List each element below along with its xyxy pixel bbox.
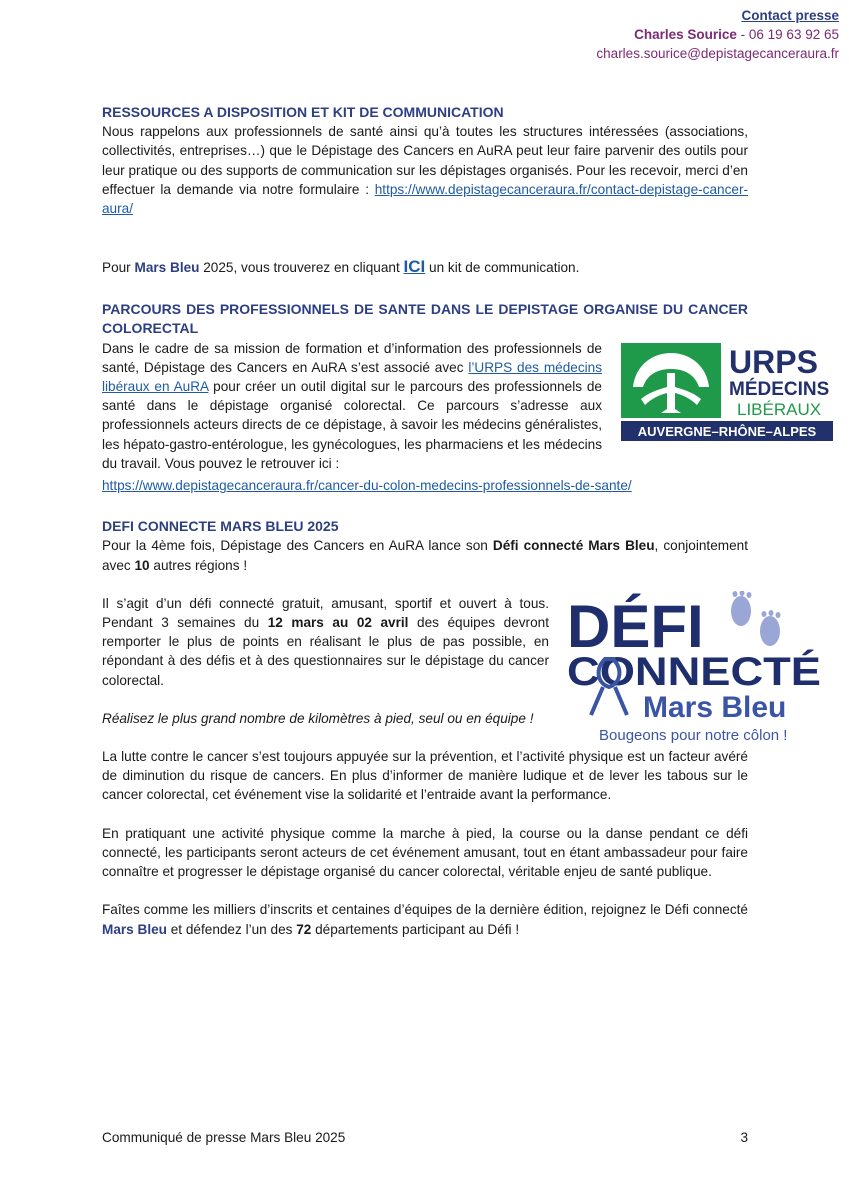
defi-p2-pre: Il s’agit d’un défi connecté gratuit, amusant, sportif et ouvert à tous. Pendant 3 semaines du [102,595,549,631]
defi-connecte-logo [565,591,823,743]
page-number: 3 [740,1130,748,1145]
kit-text-pre: Pour [102,260,135,276]
urps-link[interactable]: l’URPS des médecins libéraux en AuRA [102,359,602,395]
kit-paragraph [102,256,748,278]
defi-p6-mid: et défendez l’un des [166,921,297,937]
defi-paragraph-4: La lutte contre le cancer s’est toujours appuyée sur la prévention, et l’activité physique est un facteur avéré de diminution du risque de cancers. En plus d’informer de manière ludique et de lever les tabous sur le cancer colorectal, cet événement vise la solidarité et l’entraide avant la performance. [102,749,748,803]
footer-title: Communiqué de presse Mars Bleu 2025 [102,1130,346,1145]
defi-p1-pre: Pour la 4ème fois, Dépistage des Cancers en AuRA lance son [102,538,493,554]
defi-logo-line1: DÉFI [567,593,704,660]
contact-email[interactable]: charles.sourice@depistagecanceraura.fr [596,46,839,61]
kit-brand: Mars Bleu [134,260,200,276]
contact-phone: - 06 19 63 92 65 [736,27,839,42]
resources-paragraph [102,122,748,218]
kit-text-mid: 2025, vous trouverez en cliquant [199,260,404,276]
section-heading-resources: RESSOURCES A DISPOSITION ET KIT DE COMMUNICATION [102,104,504,120]
urps-logo-line3: LIBÉRAUX [737,400,822,419]
defi-paragraph-2 [102,594,549,690]
defi-paragraph-1 [102,536,748,574]
parcours-url-link[interactable]: https://www.depistagecanceraura.fr/cancer-du-colon-medecins-professionnels-de-sante/ [102,478,632,494]
parcours-paragraph [102,339,602,473]
defi-paragraph-6 [102,900,748,938]
contact-form-link[interactable]: https://www.depistagecanceraura.fr/contact-depistage-cancer-aura/ [102,181,748,217]
urps-logo-band-text: AUVERGNE–RHÔNE–ALPES [637,424,817,439]
press-contact [596,6,839,63]
contact-name: Charles Sourice [634,27,737,42]
resources-text: Nous rappelons aux professionnels de santé ainsi qu’à toutes les structures intéressées (associations, collectivités, entreprises…) que le Dépistage des Cancers en AuRA peut leur faire parvenir des outils pour leur pratique ou des supports de communication sur les dépistages organisés. Pour les recevoir, merci d’en effectuer la demande via notre formulaire : [102,124,748,197]
kit-text-post: un kit de communication. [425,260,580,276]
contact-name-line [596,25,839,44]
page-footer [102,1130,748,1145]
defi-paragraph-5: En pratiquant une activité physique comme la marche à pied, la course ou la danse pendant ce défi connecté, les participants seront acteurs de cet événement amusant, tout en étant ambassadeur pour faire connaître et progresser le dépistage organisé du cancer colorectal, véritable enjeu de santé publique. [102,825,748,880]
defi-logo-tagline: Bougeons pour notre côlon ! [599,727,788,743]
defi-p6-pre: Faîtes comme les milliers d’inscrits et centaines d’équipes de la dernière édition, rejoignez le Défi connecté [102,902,748,918]
kit-ici-link[interactable]: ICI [403,257,426,277]
defi-italic-line: Réalisez le plus grand nombre de kilomètres à pied, seul ou en équipe ! [102,710,534,726]
contact-title: Contact presse [741,8,839,23]
defi-p2-bold: 12 mars au 02 avril [267,615,409,631]
section-heading-parcours: PARCOURS DES PROFESSIONNELS DE SANTE DANS LE DEPISTAGE ORGANISE DU CANCER COLORECTAL [102,301,748,337]
defi-p6-brand: Mars Bleu [102,921,167,937]
section-heading-defi: DEFI CONNECTE MARS BLEU 2025 [102,518,339,535]
defi-logo-line3: Mars Bleu [643,691,787,724]
parcours-url-line [102,476,748,495]
defi-p1-num: 10 [134,557,150,573]
defi-p6-post: départements participant au Défi ! [311,921,520,937]
urps-logo-line2: MÉDECINS [729,379,830,400]
defi-paragraph-3 [102,709,549,728]
defi-p1-post: autres régions ! [149,557,248,573]
main-content [102,103,830,939]
parcours-text-pre: Dans le cadre de sa mission de formation et d’information des professionnels de santé, Dépistage des Cancers en AuRA s’est associé avec [102,340,602,375]
defi-p1-mid: , conjointement avec [102,538,748,573]
footprints-icon [731,591,781,646]
defi-p1-bold: Défi connecté Mars Bleu [492,538,655,554]
urps-logo-line1: URPS [729,344,818,380]
defi-p6-num: 72 [296,921,312,937]
defi-p2-post: des équipes devront remporter le plus de points en réalisant le plus de pas possible, en répondant à des défis et à des questionnaires sur le dépistage du cancer colorectal. [102,615,549,688]
defi-logo-line2: CONNECTÉ [567,650,792,694]
urps-logo [621,343,833,441]
parcours-text-post: pour créer un outil digital sur le parcours des professionnels de santé dans le dépistage organisé colorectal. Ce parcours s’adresse aux professionnels acteurs directs de ce dépistage, à savoir les médecins généralistes, les hépato-gastro-entérologue, les gynécologues, les pharmaciens et les médecins du travail. Vous pouvez le retrouver ici : [102,379,602,471]
